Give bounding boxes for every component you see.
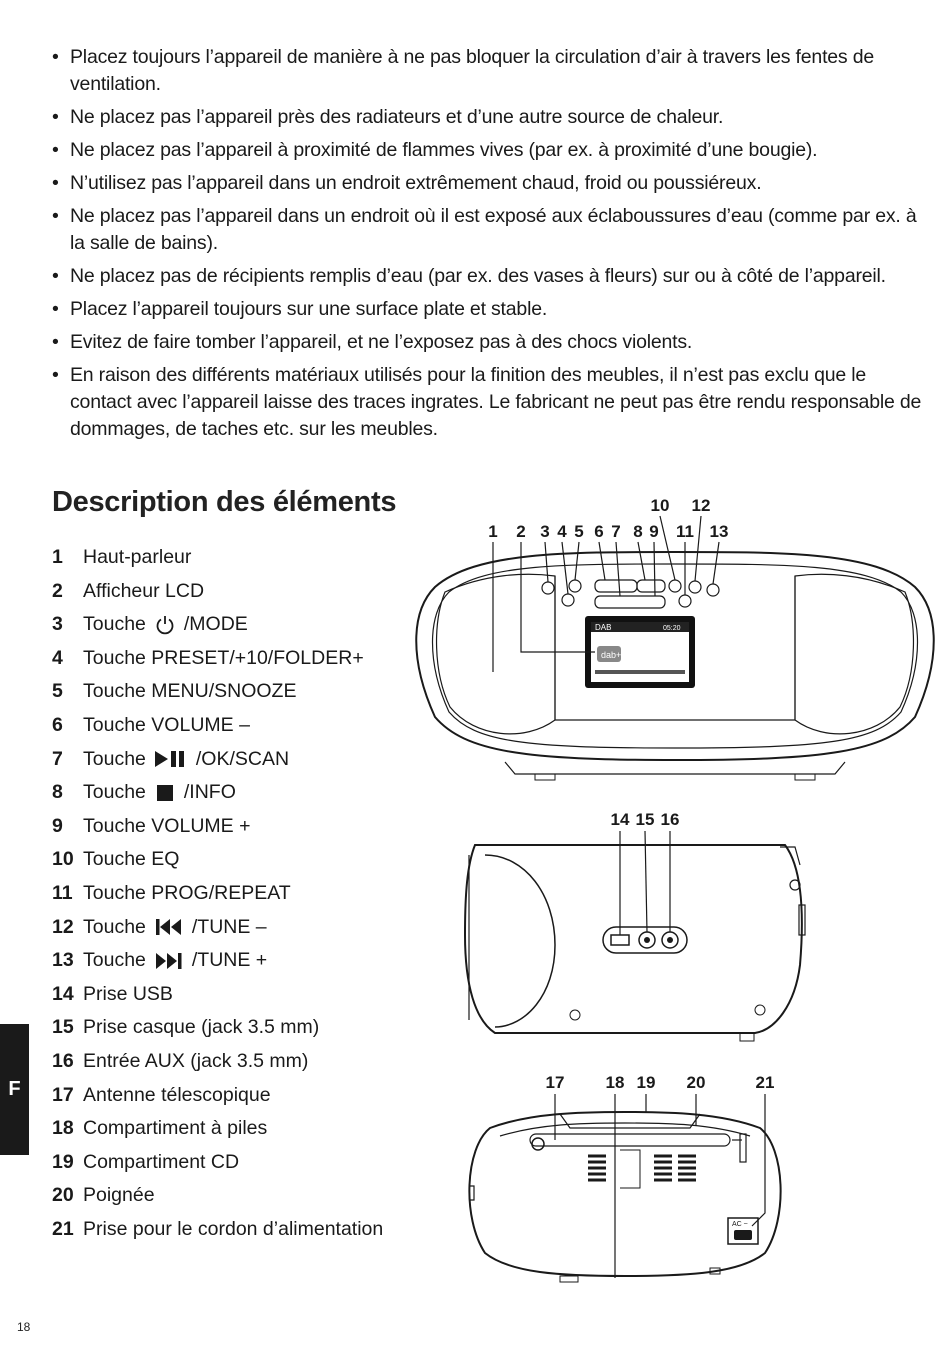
legend-text: /TUNE + — [191, 949, 268, 972]
callout-6: 6 — [594, 522, 604, 541]
legend-text: Haut-parleur — [83, 546, 192, 568]
tune-minus-button — [689, 581, 701, 593]
play-pause-icon — [154, 748, 188, 770]
legend-number: 5 — [52, 680, 63, 703]
legend-number: 11 — [52, 881, 73, 904]
preset-button — [562, 594, 574, 606]
legend-text: /INFO — [183, 781, 236, 804]
legend-number: 10 — [52, 848, 74, 871]
element-legend — [52, 541, 383, 1246]
legend-text: /OK/SCAN — [195, 747, 290, 770]
page-number: 18 — [17, 1320, 31, 1334]
side-view-diagram — [455, 805, 815, 1045]
callout-8: 8 — [633, 522, 643, 541]
legend-text: Antenne télescopique — [83, 1083, 271, 1106]
legend-number: 9 — [52, 814, 63, 837]
usb-port — [611, 935, 629, 945]
safety-bullet: • Ne placez pas l’appareil à proximité de flammes vives (par ex. à proximité d’une bougie). — [52, 137, 932, 164]
callout-1: 1 — [488, 522, 498, 541]
legend-number: 17 — [52, 1083, 74, 1106]
tune-plus-button — [707, 584, 719, 596]
safety-bullet: • Ne placez pas l’appareil dans un endroit où il est exposé aux éclaboussures d’eau (comme par ex. à la salle de bains). — [52, 203, 932, 257]
front-view-diagram — [405, 492, 950, 787]
eq-button — [669, 580, 681, 592]
legend-text: Touche — [83, 781, 146, 804]
legend-item — [52, 1079, 383, 1113]
ac-label: AC ~ — [732, 1221, 748, 1228]
legend-text: Touche MENU/SNOOZE — [83, 680, 297, 703]
legend-text: Touche — [83, 613, 146, 636]
callout-11: 11 — [676, 522, 694, 541]
legend-item — [52, 776, 383, 810]
legend-item — [52, 541, 383, 575]
boombox-side-body — [465, 845, 805, 1041]
callout-18: 18 — [605, 1073, 625, 1092]
play-pause-button — [637, 580, 665, 592]
safety-bullet: • Placez l’appareil toujours sur une surface plate et stable. — [52, 296, 932, 323]
safety-bullet: • N’utilisez pas l’appareil dans un endroit extrêmement chaud, froid ou poussiéreux. — [52, 170, 932, 197]
stop-button — [595, 596, 665, 608]
legend-item — [52, 1213, 383, 1247]
safety-bullet: • En raison des différents matériaux utilisés pour la finition des meubles, il n’est pas exclu que le contact avec l’appareil laisse des traces ingrates. Le fabricant ne peut pas être rendu responsable de dommages, de taches etc. sur les meubles. — [52, 362, 932, 443]
legend-number: 20 — [52, 1184, 74, 1207]
legend-item — [52, 675, 383, 709]
side-ports-panel — [603, 927, 687, 953]
lcd-mode-text: DAB — [595, 623, 612, 632]
legend-text: /TUNE – — [191, 915, 267, 938]
power-icon — [154, 614, 176, 636]
legend-number: 4 — [52, 646, 63, 669]
callout-10: 10 — [650, 496, 670, 515]
legend-item — [52, 1045, 383, 1079]
legend-number: 19 — [52, 1150, 74, 1173]
callout-19: 19 — [636, 1073, 656, 1092]
legend-text: Prise casque (jack 3.5 mm) — [83, 1016, 320, 1039]
section-title: Description des éléments — [52, 486, 397, 518]
stop-icon — [154, 782, 176, 804]
legend-item — [52, 1179, 383, 1213]
callout-13: 13 — [709, 522, 729, 541]
legend-number: 16 — [52, 1049, 74, 1072]
legend-item — [52, 709, 383, 743]
legend-number: 1 — [52, 546, 63, 568]
legend-number: 6 — [52, 713, 63, 736]
skip-forward-icon — [154, 950, 184, 972]
legend-text: Touche — [83, 915, 146, 938]
callout-16: 16 — [660, 810, 680, 829]
safety-bullet: • Evitez de faire tomber l’appareil, et ne l’exposez pas à des chocs violents. — [52, 329, 932, 356]
callout-14: 14 — [610, 810, 630, 829]
back-vent-grilles — [588, 1150, 696, 1188]
legend-text: Compartiment CD — [83, 1150, 240, 1173]
legend-text: Touche — [83, 949, 146, 972]
legend-text: Touche PROG/REPEAT — [83, 881, 291, 904]
safety-bullet: • Ne placez pas l’appareil près des radiateurs et d’une autre source de chaleur. — [52, 104, 932, 131]
lcd-display — [585, 616, 695, 688]
legend-item — [52, 1011, 383, 1045]
callout-12: 12 — [691, 496, 711, 515]
callout-2: 2 — [516, 522, 526, 541]
legend-item — [52, 843, 383, 877]
legend-number: 15 — [52, 1016, 74, 1039]
safety-bullet: • Placez toujours l’appareil de manière à ne pas bloquer la circulation d’air à travers les fentes de ventilation. — [52, 44, 932, 98]
legend-text: Touche VOLUME – — [83, 713, 250, 736]
callout-9: 9 — [649, 522, 659, 541]
callout-17: 17 — [545, 1073, 565, 1092]
legend-item — [52, 743, 383, 777]
legend-text: Touche — [83, 747, 146, 770]
legend-text: Touche VOLUME + — [83, 814, 251, 837]
callout-21: 21 — [755, 1073, 775, 1092]
back-leader-lines — [555, 1094, 765, 1278]
callout-4: 4 — [557, 522, 567, 541]
callout-3: 3 — [540, 522, 550, 541]
legend-text: Entrée AUX (jack 3.5 mm) — [83, 1049, 309, 1072]
legend-number: 2 — [52, 579, 63, 602]
prog-repeat-button — [679, 595, 691, 607]
legend-text: Afficheur LCD — [83, 579, 205, 602]
legend-item — [52, 642, 383, 676]
legend-text: /MODE — [183, 613, 248, 636]
power-mode-button — [542, 582, 554, 594]
legend-text: Compartiment à piles — [83, 1117, 268, 1140]
menu-snooze-button — [569, 580, 581, 592]
legend-number: 3 — [52, 613, 63, 636]
legend-item — [52, 575, 383, 609]
callout-7: 7 — [611, 522, 621, 541]
legend-number: 7 — [52, 747, 63, 770]
legend-number: 14 — [52, 982, 74, 1005]
legend-item — [52, 1146, 383, 1180]
callout-15: 15 — [635, 810, 655, 829]
legend-number: 12 — [52, 915, 74, 938]
skip-back-icon — [154, 916, 184, 938]
legend-item — [52, 608, 383, 642]
back-view-diagram — [460, 1068, 790, 1293]
legend-item — [52, 911, 383, 945]
legend-item — [52, 944, 383, 978]
legend-item — [52, 877, 383, 911]
language-tab: F — [0, 1024, 29, 1155]
legend-number: 13 — [52, 949, 74, 972]
volume-minus-button — [595, 580, 637, 592]
legend-number: 18 — [52, 1117, 74, 1140]
legend-text: Touche EQ — [83, 848, 180, 871]
front-button-panel — [542, 580, 719, 608]
boombox-back-body — [469, 1112, 780, 1282]
safety-bullet: • Ne placez pas de récipients remplis d’eau (par ex. des vases à fleurs) sur ou à côté de l’appareil. — [52, 263, 932, 290]
legend-text: Prise pour le cordon d’alimentation — [83, 1217, 384, 1240]
safety-bullet-list — [52, 44, 932, 449]
legend-item — [52, 810, 383, 844]
legend-item — [52, 1112, 383, 1146]
dab-logo: dab+ — [601, 650, 622, 660]
legend-text: Prise USB — [83, 982, 173, 1005]
legend-number: 21 — [52, 1217, 74, 1240]
legend-item — [52, 978, 383, 1012]
side-leader-lines — [620, 831, 670, 935]
lcd-time-text: 05:20 — [663, 625, 681, 632]
legend-text: Touche PRESET/+10/FOLDER+ — [83, 646, 364, 669]
callout-5: 5 — [574, 522, 584, 541]
legend-text: Poignée — [83, 1184, 155, 1207]
callout-20: 20 — [686, 1073, 706, 1092]
legend-number: 8 — [52, 781, 63, 804]
antenna — [530, 1134, 730, 1146]
